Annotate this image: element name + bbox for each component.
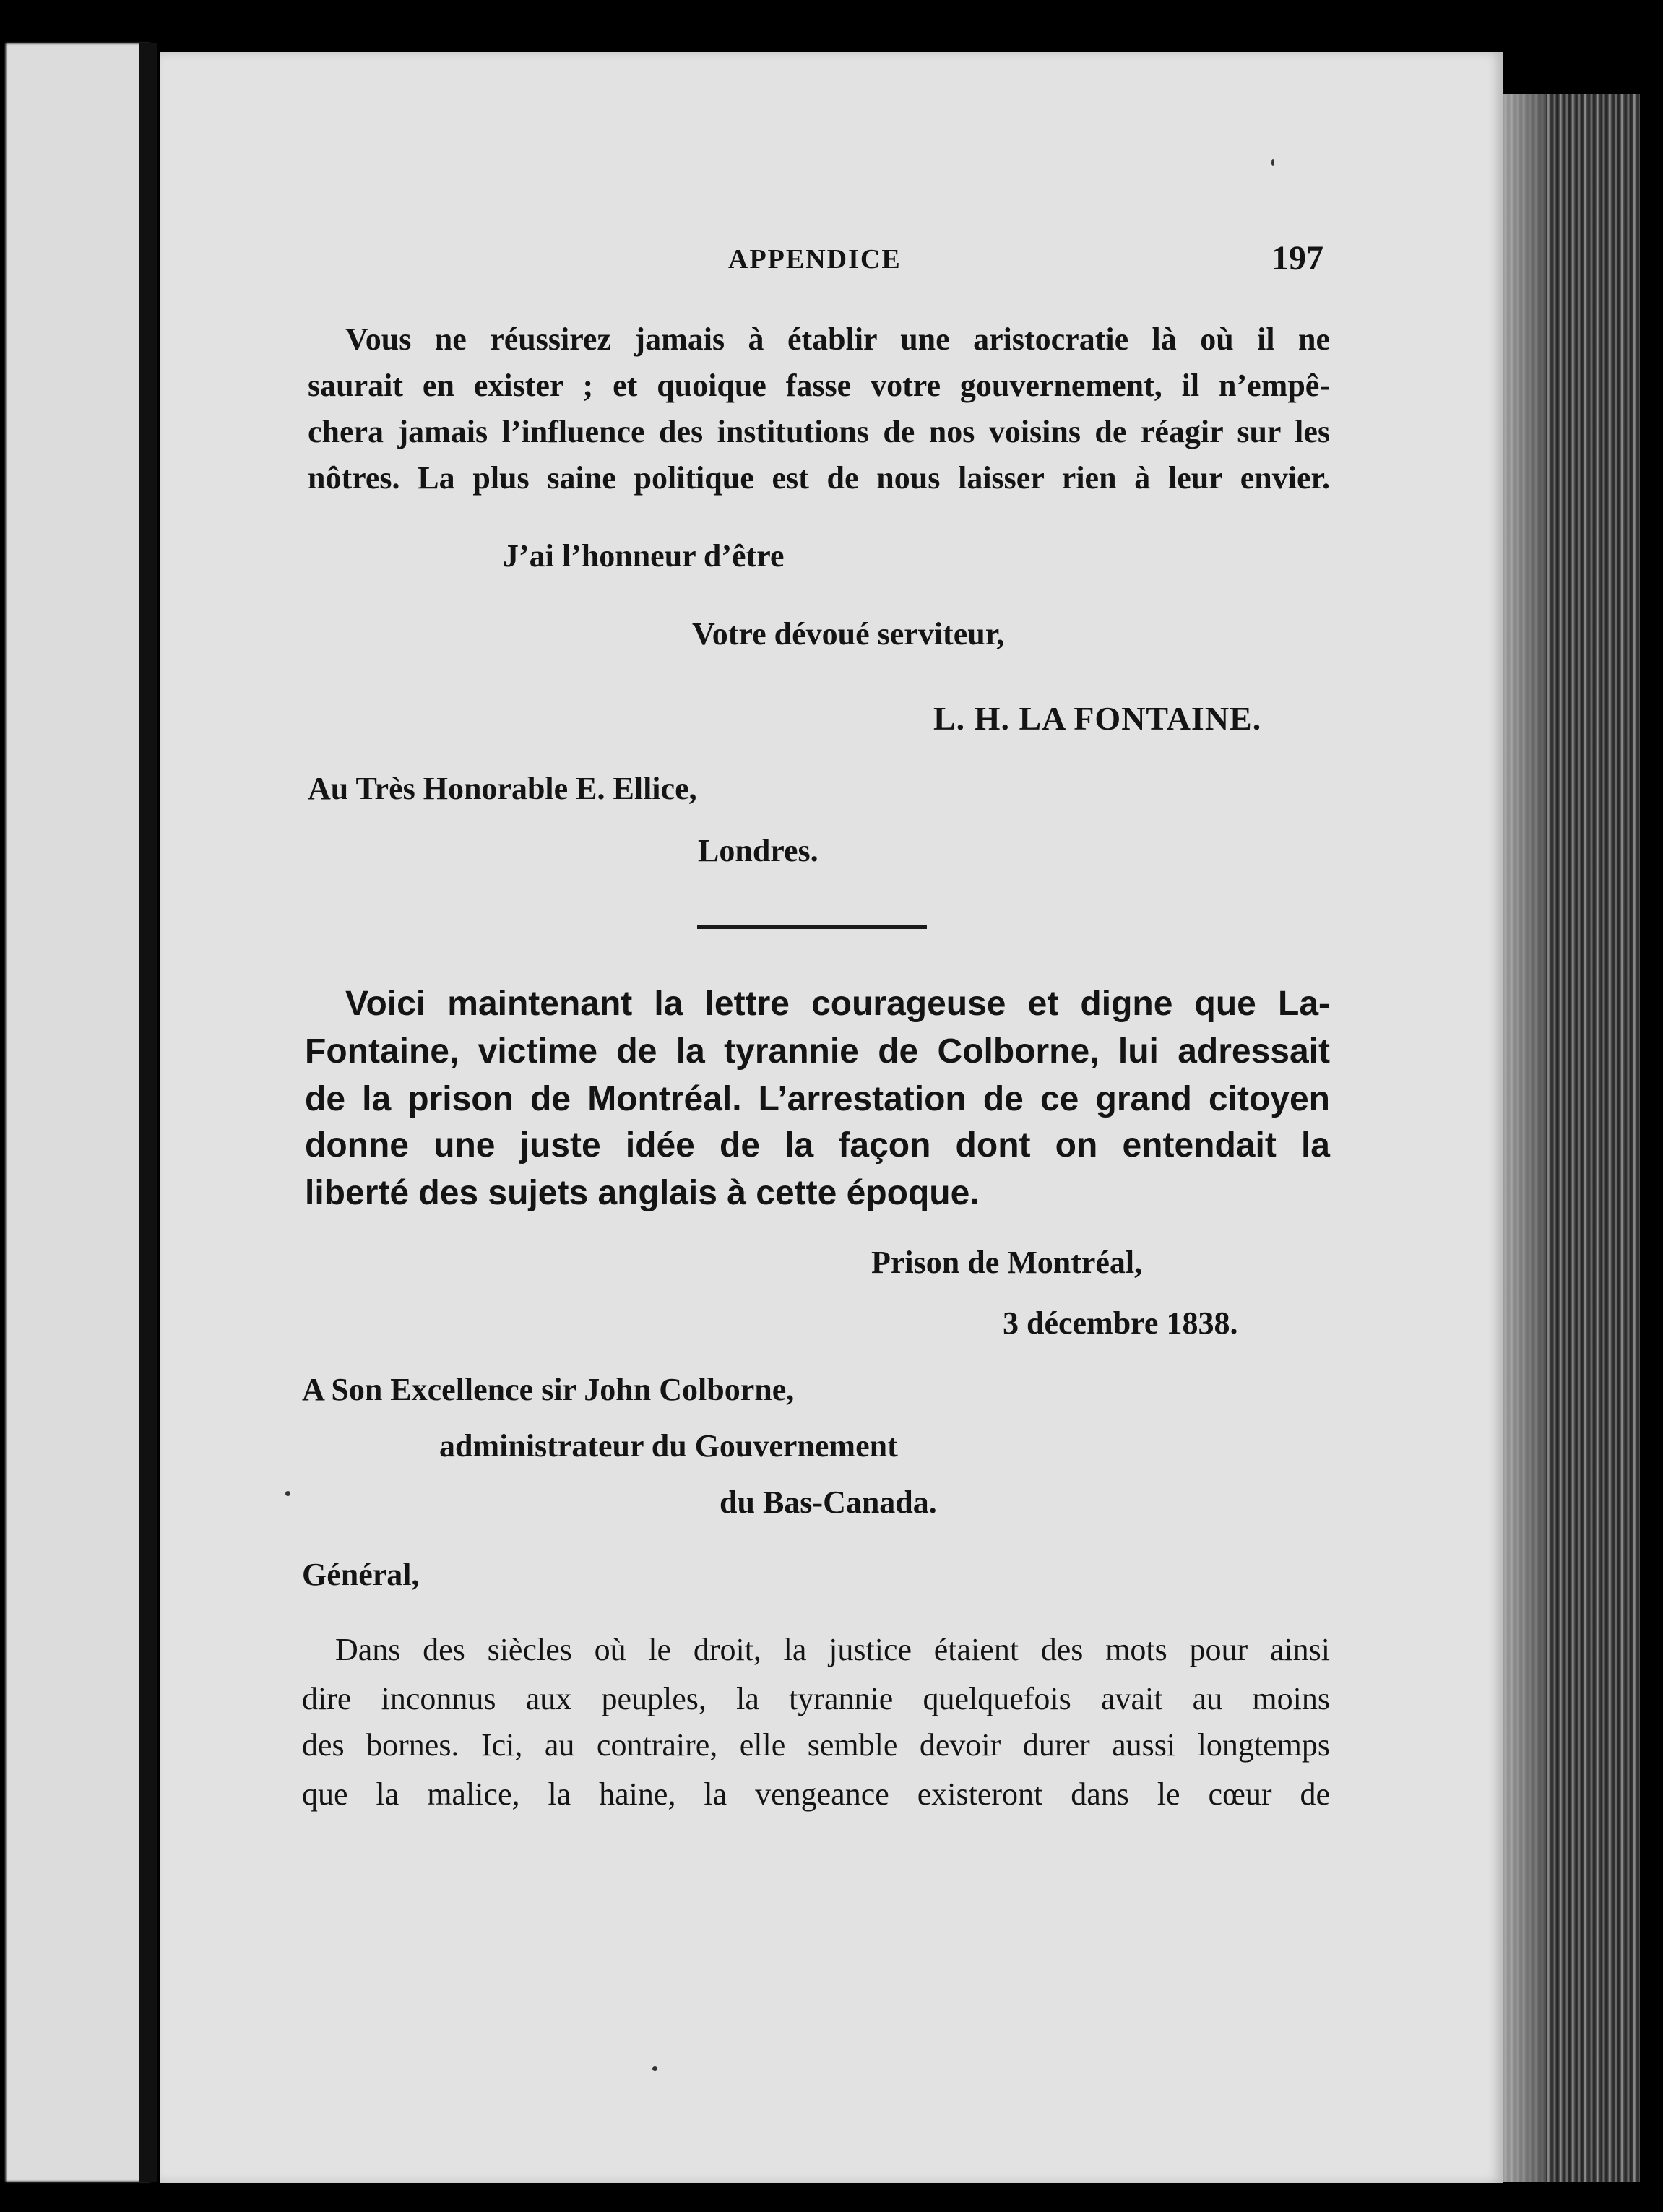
letter-line-1: Vous ne réussirez jamais à établir une aristocratie là où il ne — [345, 321, 1330, 357]
body-line-4: que la malice, la haine, la vengeance existeront dans le cœur de — [302, 1776, 1330, 1812]
salutation: Général, — [302, 1557, 420, 1592]
speck — [1271, 159, 1274, 166]
closing-line: J’ai l’honneur d’être — [503, 538, 785, 574]
closing-line-2: Votre dévoué serviteur, — [692, 616, 1005, 652]
intro-line-4: donne une juste idée de la façon dont on entendait la — [305, 1126, 1330, 1165]
letter-addressee-2: administrateur du Gouvernement — [439, 1428, 898, 1464]
letter-line-3: chera jamais l’influence des institutions de nos voisins de réagir sur les — [308, 414, 1330, 449]
intro-line-1: Voici maintenant la lettre courageuse et digne que La- — [345, 985, 1330, 1023]
intro-line-2: Fontaine, victime de la tyrannie de Colborne, lui adressait — [305, 1032, 1330, 1071]
section-divider — [697, 925, 927, 929]
page-number: 197 — [1271, 239, 1323, 277]
body-line-2: dire inconnus aux peuples, la tyrannie quelquefois avait au moins — [302, 1681, 1330, 1716]
book-gutter — [139, 43, 157, 2182]
intro-line-5: liberté des sujets anglais à cette époque. — [305, 1174, 980, 1212]
speck — [285, 1491, 290, 1496]
left-page-edge — [6, 43, 150, 2182]
speck — [652, 2066, 657, 2071]
intro-line-3: de la prison de Montréal. L’arrestation de ce grand citoyen — [305, 1080, 1330, 1118]
letter-date: 3 décembre 1838. — [1003, 1305, 1238, 1341]
body-line-3: des bornes. Ici, au contraire, elle semble devoir durer aussi longtemps — [302, 1727, 1330, 1763]
running-head-title: APPENDICE — [728, 244, 902, 275]
letter-line-4: nôtres. La plus saine politique est de nous laisser rien à leur envier. — [308, 460, 1330, 496]
letter-addressee-3: du Bas-Canada. — [720, 1485, 937, 1520]
addressee: Au Très Honorable E. Ellice, — [308, 771, 697, 806]
addressee-place: Londres. — [698, 833, 818, 868]
page-stack-highlight — [1495, 94, 1546, 2182]
signature: L. H. LA FONTAINE. — [933, 700, 1262, 737]
letter-addressee-1: A Son Excellence sir John Colborne, — [302, 1372, 795, 1407]
letter-place: Prison de Montréal, — [871, 1245, 1143, 1280]
letter-line-2: saurait en exister ; et quoique fasse votre gouvernement, il n’empê- — [308, 368, 1330, 403]
body-line-1: Dans des siècles où le droit, la justice étaient des mots pour ainsi — [335, 1632, 1330, 1667]
